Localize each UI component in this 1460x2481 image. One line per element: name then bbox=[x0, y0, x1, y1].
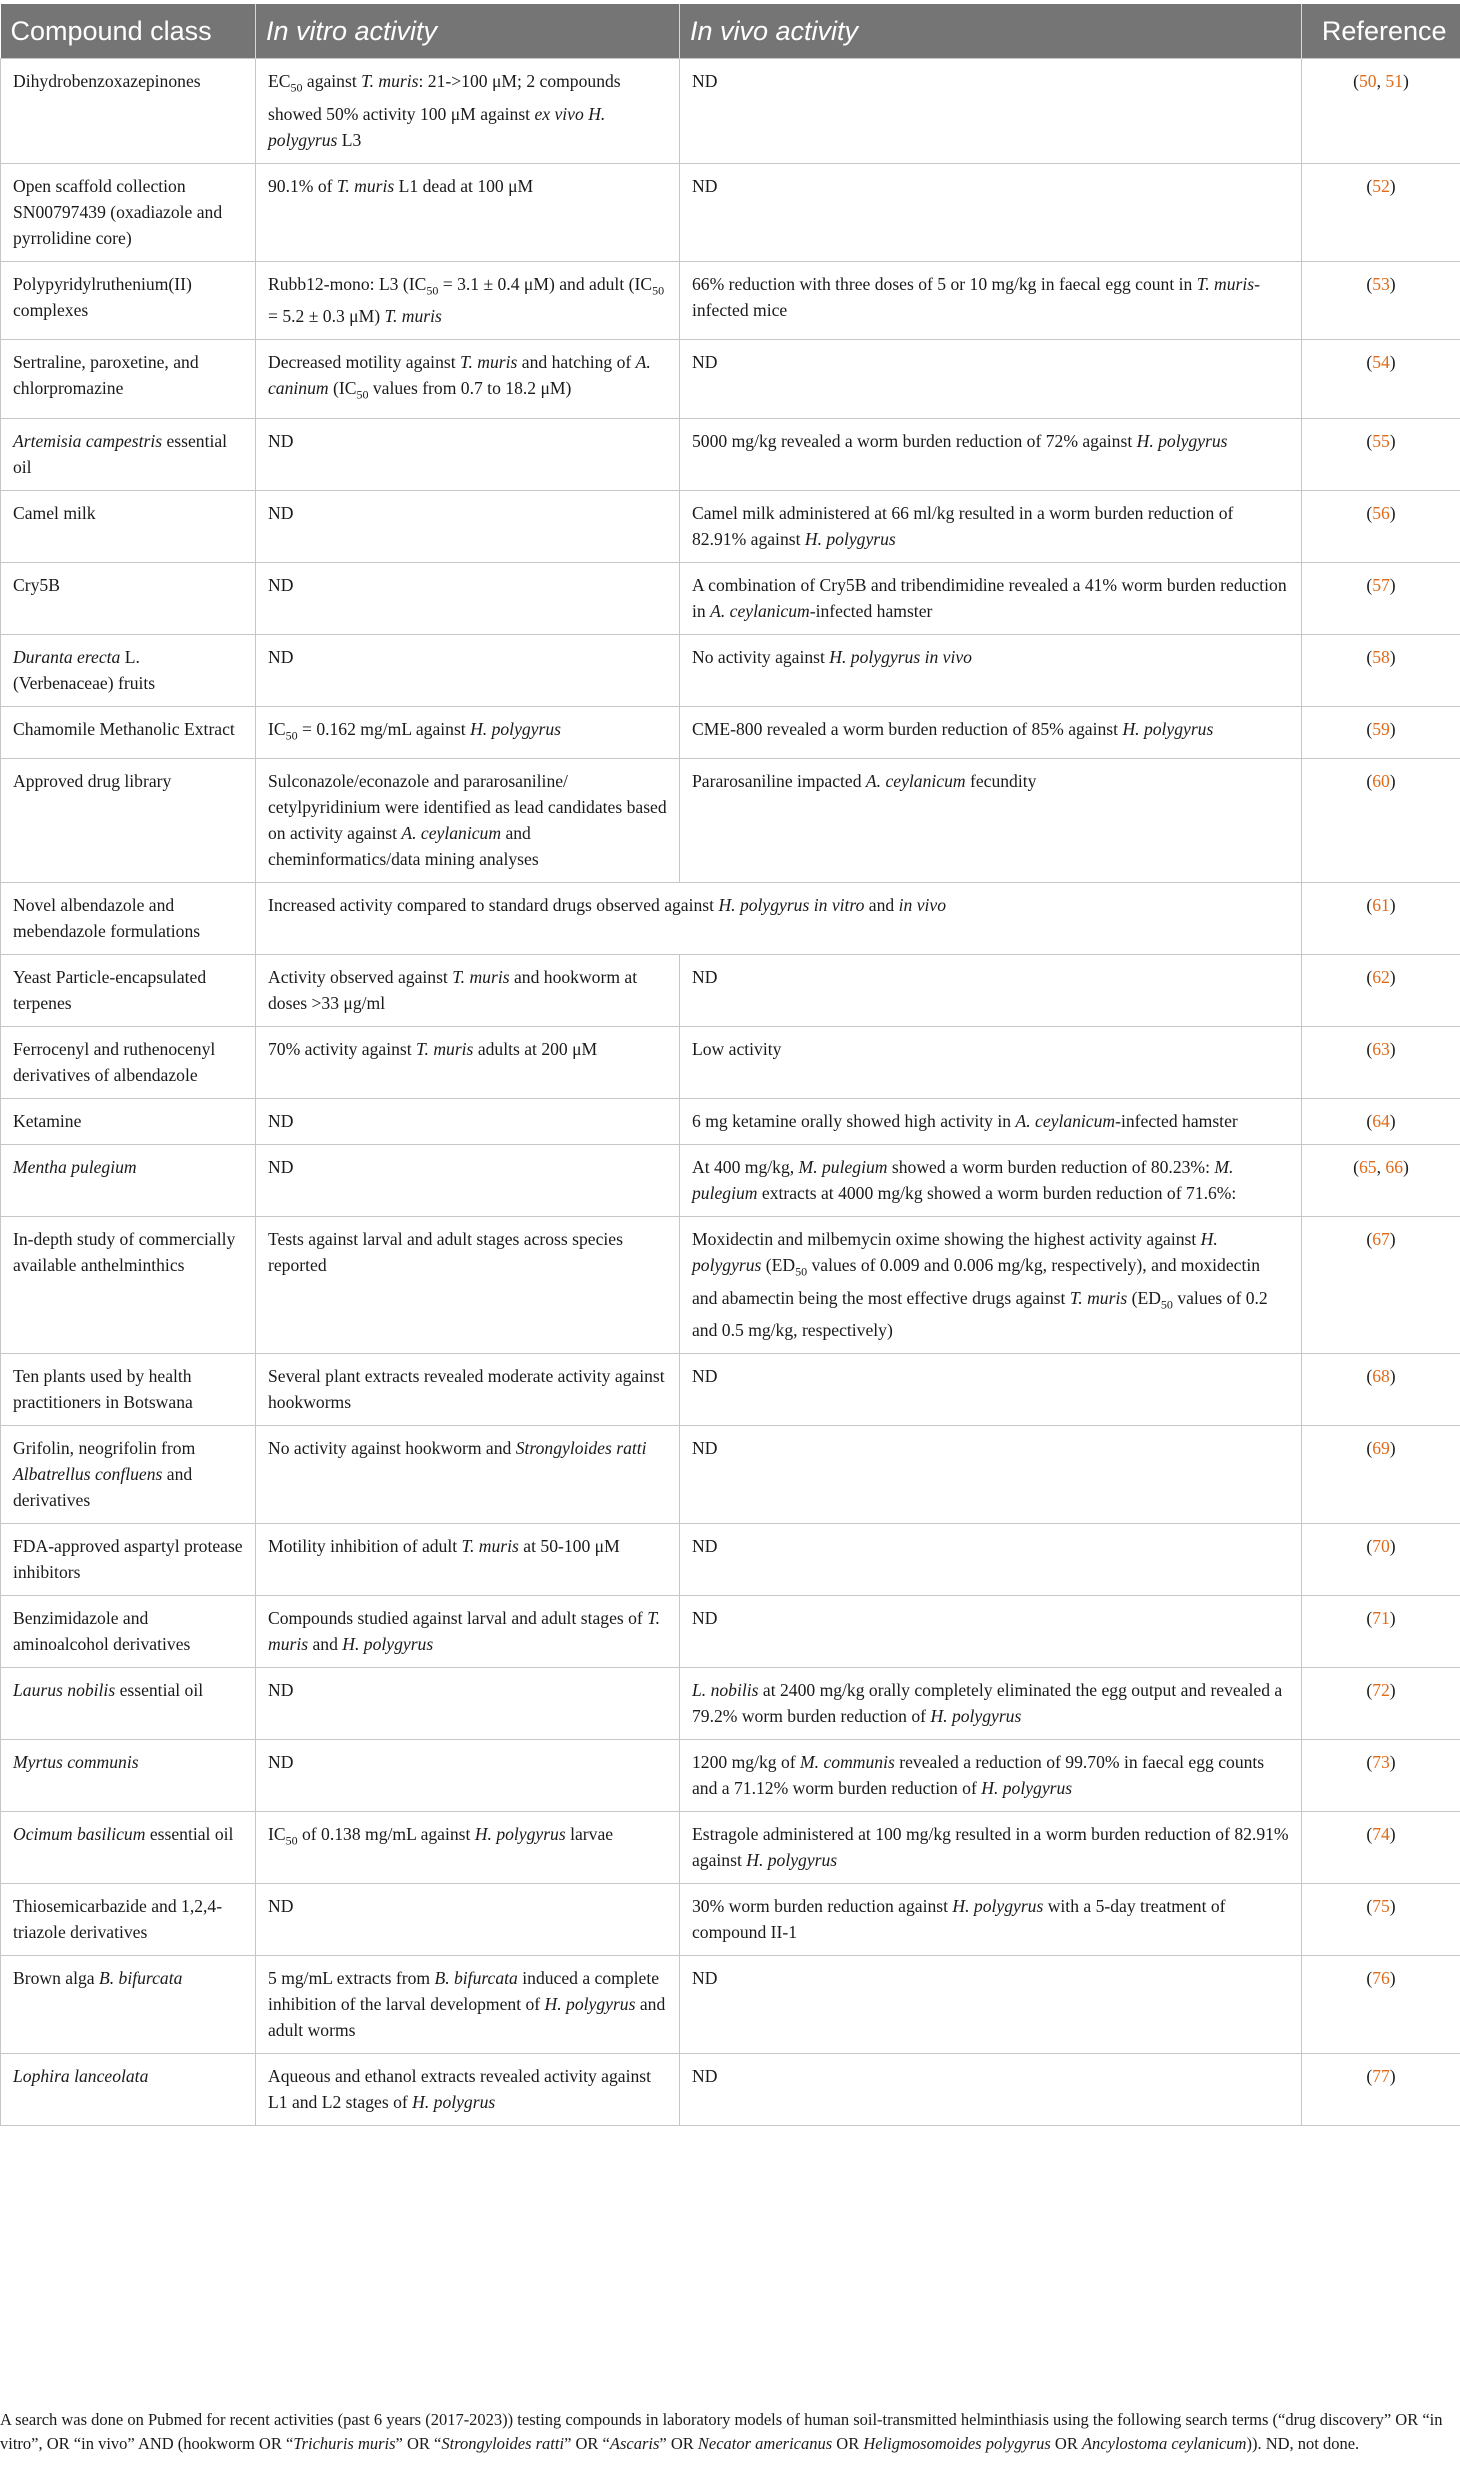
cell-in-vivo: 6 mg ketamine orally showed high activity in A. ceylanicum-infected hamster bbox=[680, 1099, 1302, 1145]
cell-compound-class: In-depth study of commercially available anthelminthics bbox=[1, 1217, 256, 1354]
cell-reference: (52) bbox=[1302, 163, 1460, 261]
cell-in-vivo: Camel milk administered at 66 ml/kg resulted in a worm burden reduction of 82.91% against H. polygyrus bbox=[680, 490, 1302, 562]
table-row bbox=[1, 2054, 1460, 2126]
cell-in-vitro: ND bbox=[256, 1668, 680, 1740]
cell-in-vitro: 5 mg/mL extracts from B. bifurcata induced a complete inhibition of the larval development of H. polygyrus and adult worms bbox=[256, 1956, 680, 2054]
table-row bbox=[1, 163, 1460, 261]
cell-compound-class: Artemisia campestris essential oil bbox=[1, 418, 256, 490]
cell-in-vivo: ND bbox=[680, 1426, 1302, 1524]
reference-link[interactable]: 72 bbox=[1372, 1680, 1390, 1701]
table-row bbox=[1, 634, 1460, 706]
cell-in-vitro: Decreased motility against T. muris and hatching of A. caninum ($IC_{50}$ values from 0.7 to 18.2 μM) bbox=[256, 340, 680, 419]
reference-link[interactable]: 62 bbox=[1372, 967, 1390, 988]
table-row bbox=[1, 1812, 1460, 1884]
cell-compound-class: Benzimidazole and aminoalcohol derivatives bbox=[1, 1596, 256, 1668]
compound-table bbox=[0, 4, 1460, 2126]
cell-compound-class: Duranta erecta L. (Verbenaceae) fruits bbox=[1, 634, 256, 706]
cell-compound-class: Open scaffold collection SN00797439 (oxadiazole and pyrrolidine core) bbox=[1, 163, 256, 261]
cell-reference: (69) bbox=[1302, 1426, 1460, 1524]
table-row bbox=[1, 1099, 1460, 1145]
cell-in-vitro: ND bbox=[256, 1740, 680, 1812]
cell-reference: (77) bbox=[1302, 2054, 1460, 2126]
cell-in-vivo: Estragole administered at 100 mg/kg resulted in a worm burden reduction of 82.91% against H. polygyrus bbox=[680, 1812, 1302, 1884]
cell-in-vitro: No activity against hookworm and Strongyloides ratti bbox=[256, 1426, 680, 1524]
cell-reference: (70) bbox=[1302, 1524, 1460, 1596]
cell-in-vivo: ND bbox=[680, 59, 1302, 164]
table-row bbox=[1, 1217, 1460, 1354]
cell-in-vitro: Activity observed against T. muris and hookworm at doses >33 μg/ml bbox=[256, 955, 680, 1027]
cell-in-vivo: Low activity bbox=[680, 1027, 1302, 1099]
reference-link[interactable]: 60 bbox=[1372, 771, 1390, 792]
cell-in-vivo: 1200 mg/kg of M. communis revealed a reduction of 99.70% in faecal egg counts and a 71.12% worm burden reduction of H. polygyrus bbox=[680, 1740, 1302, 1812]
cell-in-vivo: ND bbox=[680, 1956, 1302, 2054]
cell-in-vitro: Rubb12-mono: L3 ($IC_{50} = 3.1 \pm 0.4$ μM) and adult ($IC_{50} = 5.2 \pm 0.3$ μM) T. muris bbox=[256, 261, 680, 340]
reference-link[interactable]: 76 bbox=[1372, 1968, 1390, 1989]
cell-compound-class: Laurus nobilis essential oil bbox=[1, 1668, 256, 1740]
cell-reference: (59) bbox=[1302, 706, 1460, 759]
header-in-vitro: In vitro activity bbox=[256, 4, 680, 59]
cell-in-vivo: ND bbox=[680, 1524, 1302, 1596]
cell-in-vitro: ND bbox=[256, 1099, 680, 1145]
reference-link[interactable]: 56 bbox=[1372, 502, 1390, 523]
table-row bbox=[1, 562, 1460, 634]
cell-compound-class: Camel milk bbox=[1, 490, 256, 562]
cell-compound-class: Brown alga B. bifurcata bbox=[1, 1956, 256, 2054]
cell-in-vitro: ND bbox=[256, 634, 680, 706]
cell-reference: (72) bbox=[1302, 1668, 1460, 1740]
cell-reference: (50, 51) bbox=[1302, 59, 1460, 164]
cell-in-vitro: $EC_{50}$ against T. muris: 21->100 μM; 2 compounds showed 50% activity 100 μM against ex vivo H. polygyrus L3 bbox=[256, 59, 680, 164]
table-row bbox=[1, 1668, 1460, 1740]
reference-link[interactable]: 58 bbox=[1372, 646, 1390, 667]
cell-in-vivo: L. nobilis at 2400 mg/kg orally completely eliminated the egg output and revealed a 79.2% worm burden reduction of H. polygyrus bbox=[680, 1668, 1302, 1740]
cell-compound-class: Yeast Particle-encapsulated terpenes bbox=[1, 955, 256, 1027]
cell-in-vitro: Compounds studied against larval and adult stages of T. muris and H. polygyrus bbox=[256, 1596, 680, 1668]
cell-combined-activity: Increased activity compared to standard drugs observed against H. polygyrus in vitro and in vivo bbox=[256, 883, 1302, 955]
cell-compound-class: Grifolin, neogrifolin from Albatrellus confluens and derivatives bbox=[1, 1426, 256, 1524]
header-compound-class: Compound class bbox=[1, 4, 256, 59]
cell-compound-class: Sertraline, paroxetine, and chlorpromazine bbox=[1, 340, 256, 419]
cell-in-vivo: ND bbox=[680, 340, 1302, 419]
reference-link[interactable]: 61 bbox=[1372, 895, 1390, 916]
cell-in-vivo: ND bbox=[680, 163, 1302, 261]
reference-link[interactable]: 57 bbox=[1372, 574, 1390, 595]
reference-link[interactable]: 77 bbox=[1372, 2066, 1390, 2087]
cell-reference: (76) bbox=[1302, 1956, 1460, 2054]
table-row bbox=[1, 1524, 1460, 1596]
reference-link[interactable]: 64 bbox=[1372, 1111, 1390, 1132]
cell-in-vitro: 90.1% of T. muris L1 dead at 100 μM bbox=[256, 163, 680, 261]
cell-reference: (54) bbox=[1302, 340, 1460, 419]
cell-in-vitro: ND bbox=[256, 1145, 680, 1217]
cell-reference: (67) bbox=[1302, 1217, 1460, 1354]
cell-in-vitro: Several plant extracts revealed moderate activity against hookworms bbox=[256, 1354, 680, 1426]
cell-compound-class: Thiosemicarbazide and 1,2,4-triazole derivatives bbox=[1, 1884, 256, 1956]
cell-reference: (73) bbox=[1302, 1740, 1460, 1812]
table-row bbox=[1, 759, 1460, 883]
cell-reference: (58) bbox=[1302, 634, 1460, 706]
cell-in-vivo: 66% reduction with three doses of 5 or 10 mg/kg in faecal egg count in T. muris-infected mice bbox=[680, 261, 1302, 340]
table-row bbox=[1, 1027, 1460, 1099]
cell-in-vitro: 70% activity against T. muris adults at 200 μM bbox=[256, 1027, 680, 1099]
cell-in-vivo: At 400 mg/kg, M. pulegium showed a worm burden reduction of 80.23%: M. pulegium extracts at 4000 mg/kg showed a worm burden reduction of 71.6%: bbox=[680, 1145, 1302, 1217]
cell-reference: (63) bbox=[1302, 1027, 1460, 1099]
table-row bbox=[1, 261, 1460, 340]
cell-compound-class: Mentha pulegium bbox=[1, 1145, 256, 1217]
cell-compound-class: Myrtus communis bbox=[1, 1740, 256, 1812]
reference-link[interactable]: 59 bbox=[1372, 718, 1390, 739]
cell-compound-class: FDA-approved aspartyl protease inhibitors bbox=[1, 1524, 256, 1596]
table-row bbox=[1, 1145, 1460, 1217]
cell-in-vivo: 5000 mg/kg revealed a worm burden reduction of 72% against H. polygyrus bbox=[680, 418, 1302, 490]
reference-link[interactable]: 73 bbox=[1372, 1752, 1390, 1773]
cell-in-vitro: Tests against larval and adult stages across species reported bbox=[256, 1217, 680, 1354]
table-row bbox=[1, 1740, 1460, 1812]
reference-link[interactable]: 52 bbox=[1372, 175, 1390, 196]
cell-in-vivo: 30% worm burden reduction against H. polygyrus with a 5-day treatment of compound II-1 bbox=[680, 1884, 1302, 1956]
cell-in-vivo: CME-800 revealed a worm burden reduction of 85% against H. polygyrus bbox=[680, 706, 1302, 759]
reference-link[interactable]: 55 bbox=[1372, 430, 1390, 451]
cell-reference: (64) bbox=[1302, 1099, 1460, 1145]
cell-in-vivo: A combination of Cry5B and tribendimidine revealed a 41% worm burden reduction in A. ceylanicum-infected hamster bbox=[680, 562, 1302, 634]
cell-reference: (61) bbox=[1302, 883, 1460, 955]
table-body bbox=[1, 59, 1460, 2126]
cell-in-vitro: ND bbox=[256, 1884, 680, 1956]
cell-reference: (53) bbox=[1302, 261, 1460, 340]
cell-in-vitro: ND bbox=[256, 562, 680, 634]
cell-reference: (62) bbox=[1302, 955, 1460, 1027]
cell-in-vivo: ND bbox=[680, 1596, 1302, 1668]
table-row bbox=[1, 418, 1460, 490]
cell-reference: (75) bbox=[1302, 1884, 1460, 1956]
reference-link[interactable]: 71 bbox=[1372, 1608, 1390, 1629]
reference-link[interactable]: 69 bbox=[1372, 1438, 1390, 1459]
cell-compound-class: Novel albendazole and mebendazole formulations bbox=[1, 883, 256, 955]
reference-link[interactable]: 51 bbox=[1385, 71, 1403, 91]
cell-compound-class: Cry5B bbox=[1, 562, 256, 634]
cell-compound-class: Chamomile Methanolic Extract bbox=[1, 706, 256, 759]
reference-link[interactable]: 65 bbox=[1359, 1157, 1377, 1178]
reference-link[interactable]: 53 bbox=[1372, 273, 1390, 294]
table-row bbox=[1, 883, 1460, 955]
cell-in-vitro: Sulconazole/econazole and pararosaniline/ cetylpyridinium were identified as lead candidates based on activity against A. ceylanicum and cheminformatics/data mining analyses bbox=[256, 759, 680, 883]
cell-reference: (56) bbox=[1302, 490, 1460, 562]
table-row bbox=[1, 706, 1460, 759]
cell-in-vitro: $IC_{50} = 0.162$ mg/mL against H. polygyrus bbox=[256, 706, 680, 759]
table-header-row bbox=[1, 4, 1460, 59]
reference-link[interactable]: 67 bbox=[1372, 1229, 1390, 1250]
cell-compound-class: Ketamine bbox=[1, 1099, 256, 1145]
reference-link[interactable]: 50 bbox=[1359, 71, 1377, 91]
cell-reference: (55) bbox=[1302, 418, 1460, 490]
cell-in-vitro: Aqueous and ethanol extracts revealed activity against L1 and L2 stages of H. polygrus bbox=[256, 2054, 680, 2126]
cell-in-vitro: Motility inhibition of adult T. muris at 50-100 μM bbox=[256, 1524, 680, 1596]
cell-compound-class: Dihydrobenzoxazepinones bbox=[1, 59, 256, 164]
cell-in-vitro: $IC_{50}$ of 0.138 mg/mL against H. polygyrus larvae bbox=[256, 1812, 680, 1884]
reference-link[interactable]: 74 bbox=[1372, 1824, 1390, 1845]
table-row bbox=[1, 1426, 1460, 1524]
cell-compound-class: Ferrocenyl and ruthenocenyl derivatives of albendazole bbox=[1, 1027, 256, 1099]
reference-link[interactable]: 70 bbox=[1372, 1536, 1390, 1557]
table-row bbox=[1, 1354, 1460, 1426]
cell-reference: (60) bbox=[1302, 759, 1460, 883]
cell-compound-class: Approved drug library bbox=[1, 759, 256, 883]
cell-compound-class: Ocimum basilicum essential oil bbox=[1, 1812, 256, 1884]
reference-link[interactable]: 75 bbox=[1372, 1896, 1390, 1917]
table-row bbox=[1, 340, 1460, 419]
table-row bbox=[1, 1884, 1460, 1956]
cell-in-vivo: ND bbox=[680, 2054, 1302, 2126]
cell-in-vivo: ND bbox=[680, 1354, 1302, 1426]
reference-link[interactable]: 63 bbox=[1372, 1039, 1390, 1060]
cell-compound-class: Ten plants used by health practitioners in Botswana bbox=[1, 1354, 256, 1426]
cell-in-vivo: Moxidectin and milbemycin oxime showing the highest activity against H. polygyrus ($ED_{50}$ values of 0.009 and 0.006 mg/kg, respectively), and moxidectin and abamectin being the most effective drugs against T. muris ($ED_{50}$ values of 0.2 and 0.5 mg/kg, respectively) bbox=[680, 1217, 1302, 1354]
table-row bbox=[1, 955, 1460, 1027]
cell-in-vitro: ND bbox=[256, 490, 680, 562]
cell-in-vivo: ND bbox=[680, 955, 1302, 1027]
cell-reference: (68) bbox=[1302, 1354, 1460, 1426]
cell-reference: (65, 66) bbox=[1302, 1145, 1460, 1217]
table-row bbox=[1, 490, 1460, 562]
reference-link[interactable]: 54 bbox=[1372, 352, 1390, 373]
header-reference: Reference bbox=[1302, 4, 1460, 59]
cell-compound-class: Polypyridylruthenium(II) complexes bbox=[1, 261, 256, 340]
cell-reference: (71) bbox=[1302, 1596, 1460, 1668]
table-row bbox=[1, 1596, 1460, 1668]
cell-in-vivo: No activity against H. polygyrus in vivo bbox=[680, 634, 1302, 706]
cell-reference: (57) bbox=[1302, 562, 1460, 634]
cell-in-vivo: Pararosaniline impacted A. ceylanicum fecundity bbox=[680, 759, 1302, 883]
header-in-vivo: In vivo activity bbox=[680, 4, 1302, 59]
cell-in-vitro: ND bbox=[256, 418, 680, 490]
reference-link[interactable]: 68 bbox=[1372, 1366, 1390, 1387]
table-footnote: A search was done on Pubmed for recent activities (past 6 years (2017-2023)) testing compounds in laboratory models of human soil-transmitted helminthiasis using the following search terms (“drug discovery” OR “in vitro”, OR “in vivo” AND (hookworm OR “Trichuris muris” OR “Strongyloides ratti” OR “Ascaris” OR Necator americanus OR Heligmosomoides polygyrus OR Ancylostoma ceylanicum)). ND, not done. bbox=[0, 2410, 1443, 2453]
table-row bbox=[1, 59, 1460, 164]
cell-reference: (74) bbox=[1302, 1812, 1460, 1884]
reference-link[interactable]: 66 bbox=[1385, 1157, 1403, 1178]
cell-compound-class: Lophira lanceolata bbox=[1, 2054, 256, 2126]
table-row bbox=[1, 1956, 1460, 2054]
